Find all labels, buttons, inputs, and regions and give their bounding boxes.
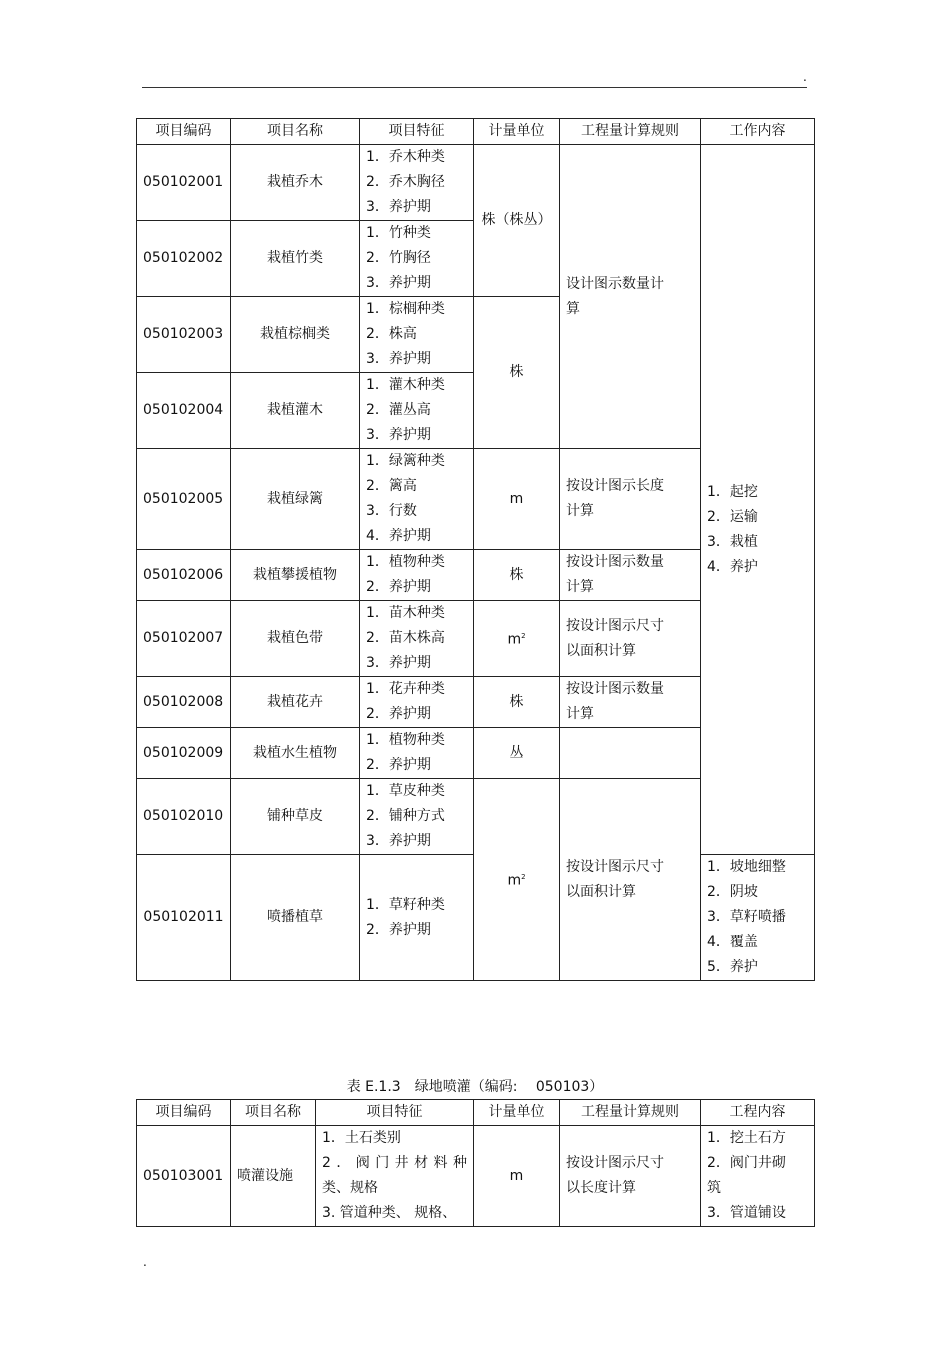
feature-line: 1．植物种类: [366, 554, 445, 570]
rule-line: 设计图示数量计: [566, 275, 664, 292]
item-code: 050102004: [137, 373, 231, 449]
rule-cell: [560, 550, 701, 601]
feature-line: 2．铺种方式: [366, 808, 445, 824]
item-name: 喷灌设施: [231, 1126, 316, 1227]
rule-line: 以面积计算: [566, 642, 636, 659]
work-line: 5．养护: [707, 959, 758, 975]
work-line: 3．管道铺设: [707, 1205, 786, 1221]
item-features: [360, 601, 474, 677]
work-line: 3．栽植: [707, 533, 758, 550]
rule-cell: [560, 677, 701, 728]
feature-line: 2．苗木株高: [366, 630, 445, 646]
header-rule: [142, 87, 807, 88]
unit-cell: 丛: [474, 728, 560, 779]
header-unit: 计量单位: [474, 119, 560, 145]
header-work: 工程内容: [701, 1100, 815, 1126]
planting-table: [136, 118, 815, 981]
work-cell: [701, 145, 815, 855]
work-cell: [701, 1126, 815, 1227]
feature-line: 3．养护期: [366, 427, 431, 443]
item-code: 050102008: [137, 677, 231, 728]
unit-cell: 株（株丛）: [474, 145, 560, 297]
item-code: 050102001: [137, 145, 231, 221]
item-name: 栽植乔木: [231, 145, 360, 221]
rule-cell: [560, 779, 701, 981]
feature-line: 2．养护期: [366, 921, 431, 938]
rule-line: 算: [566, 300, 580, 317]
item-features: [360, 550, 474, 601]
unit-cell: 株: [474, 297, 560, 449]
feature-line: 2．养护期: [366, 579, 431, 595]
item-name: 栽植棕榈类: [231, 297, 360, 373]
feature-line: 2．灌丛高: [366, 402, 431, 418]
feature-line: 3．养护期: [366, 275, 431, 291]
feature-line: 3．养护期: [366, 199, 431, 215]
header-name: 项目名称: [231, 119, 360, 145]
table-row: [137, 145, 815, 221]
work-line: 2．阴坡: [707, 884, 758, 900]
item-code: 050102009: [137, 728, 231, 779]
feature-line: 1．苗木种类: [366, 605, 445, 621]
feature-line: 3．养护期: [366, 833, 431, 849]
feature-line: 2．篱高: [366, 478, 417, 494]
item-name: 栽植花卉: [231, 677, 360, 728]
rule-line: 按设计图示尺寸: [566, 1155, 664, 1171]
feature-line: 2．株高: [366, 326, 417, 342]
work-line: 4．养护: [707, 558, 758, 575]
header-code: 项目编码: [137, 1100, 231, 1126]
header-name: 项目名称: [231, 1100, 316, 1126]
feature-line: 1．植物种类: [366, 732, 445, 748]
item-name: 栽植绿篱: [231, 449, 360, 550]
item-code: 050102003: [137, 297, 231, 373]
work-line: 1．起挖: [707, 483, 758, 500]
item-name: 铺种草皮: [231, 779, 360, 855]
feature-line: 2．竹胸径: [366, 250, 431, 266]
rule-line: 以长度计算: [566, 1180, 636, 1196]
rule-line: 按设计图示尺寸: [566, 617, 664, 634]
header-rule: 工程量计算规则: [560, 119, 701, 145]
feature-line: 2．养护期: [366, 706, 431, 722]
table-header-row: [137, 119, 815, 145]
rule-line: 按设计图示尺寸: [566, 858, 664, 875]
irrigation-table: [136, 1099, 815, 1227]
item-features: [360, 677, 474, 728]
item-features: [360, 373, 474, 449]
work-line: 1．坡地细整: [707, 859, 786, 875]
item-name: 喷播植草: [231, 855, 360, 981]
feature-line: 2．阀门井材料种: [322, 1155, 467, 1171]
feature-line: 类、规格: [322, 1180, 378, 1196]
item-features: [360, 297, 474, 373]
feature-line: 1．草皮种类: [366, 783, 445, 799]
item-features: [316, 1126, 474, 1227]
feature-line: 1．乔木种类: [366, 149, 445, 165]
rule-line: 按设计图示长度: [566, 478, 664, 494]
item-code: 050102010: [137, 779, 231, 855]
header-unit: 计量单位: [474, 1100, 560, 1126]
feature-line: 1．竹种类: [366, 225, 431, 241]
feature-line: 3．行数: [366, 503, 417, 519]
rule-line: 计算: [566, 503, 594, 519]
rule-line: 以面积计算: [566, 883, 636, 900]
item-name: 栽植竹类: [231, 221, 360, 297]
unit-superscript: 2: [521, 873, 526, 882]
work-line: 2．运输: [707, 508, 758, 525]
table-row: [137, 1126, 815, 1227]
unit-cell: 株: [474, 550, 560, 601]
rule-cell-empty: [560, 728, 701, 779]
feature-line: 4．养护期: [366, 528, 431, 544]
unit-text: m: [507, 631, 522, 648]
feature-line: 3．养护期: [366, 655, 431, 671]
item-features: [360, 728, 474, 779]
feature-line: 2．养护期: [366, 757, 431, 773]
header-work: 工作内容: [701, 119, 815, 145]
rule-line: 按设计图示数量: [566, 681, 664, 697]
item-features: [360, 221, 474, 297]
work-line: 1．挖土石方: [707, 1130, 786, 1146]
feature-line: 1．灌木种类: [366, 377, 445, 393]
rule-line: 计算: [566, 706, 594, 722]
item-name: 栽植攀援植物: [231, 550, 360, 601]
rule-cell: [560, 449, 701, 550]
item-features: [360, 449, 474, 550]
item-features: [360, 779, 474, 855]
footer-mark: .: [143, 1255, 147, 1269]
item-code: 050102006: [137, 550, 231, 601]
header-features: 项目特征: [316, 1100, 474, 1126]
rule-cell: [560, 601, 701, 677]
item-name: 栽植灌木: [231, 373, 360, 449]
feature-line: 2．乔木胸径: [366, 174, 445, 190]
item-name: 栽植水生植物: [231, 728, 360, 779]
rule-line: 计算: [566, 579, 594, 595]
item-code: 050102011: [137, 855, 231, 981]
work-cell: [701, 855, 815, 981]
feature-line: 3．养护期: [366, 351, 431, 367]
work-line: 2．阀门井砌: [707, 1155, 786, 1171]
unit-cell: m: [474, 1126, 560, 1227]
feature-line: 1．草籽种类: [366, 896, 445, 913]
item-name: 栽植色带: [231, 601, 360, 677]
item-features: [360, 855, 474, 981]
feature-line: 1．土石类别: [322, 1130, 401, 1146]
feature-line: 3. 管道种类、 规格、: [322, 1205, 457, 1221]
unit-cell: [474, 779, 560, 981]
unit-cell: 株: [474, 677, 560, 728]
item-code: 050102007: [137, 601, 231, 677]
unit-superscript: 2: [521, 632, 526, 641]
work-line: 3．草籽喷播: [707, 909, 786, 925]
rule-line: 按设计图示数量: [566, 554, 664, 570]
table2-caption: 表 E.1.3 绿地喷灌（编码: 050103）: [346, 1079, 604, 1095]
feature-line: 1．花卉种类: [366, 681, 445, 697]
work-line: 筑: [707, 1180, 721, 1196]
header-features: 项目特征: [360, 119, 474, 145]
item-code: 050103001: [137, 1126, 231, 1227]
feature-line: 1．绿篱种类: [366, 453, 445, 469]
rule-cell: [560, 145, 701, 449]
unit-text: m: [507, 872, 522, 889]
item-features: [360, 145, 474, 221]
header-rule: 工程量计算规则: [560, 1100, 701, 1126]
work-line: 4．覆盖: [707, 934, 758, 950]
header-mark: .: [803, 70, 807, 84]
unit-cell: [474, 601, 560, 677]
feature-line: 1．棕榈种类: [366, 301, 445, 317]
item-code: 050102005: [137, 449, 231, 550]
unit-cell: m: [474, 449, 560, 550]
table-header-row: [137, 1100, 815, 1126]
item-code: 050102002: [137, 221, 231, 297]
rule-cell: [560, 1126, 701, 1227]
header-code: 项目编码: [137, 119, 231, 145]
